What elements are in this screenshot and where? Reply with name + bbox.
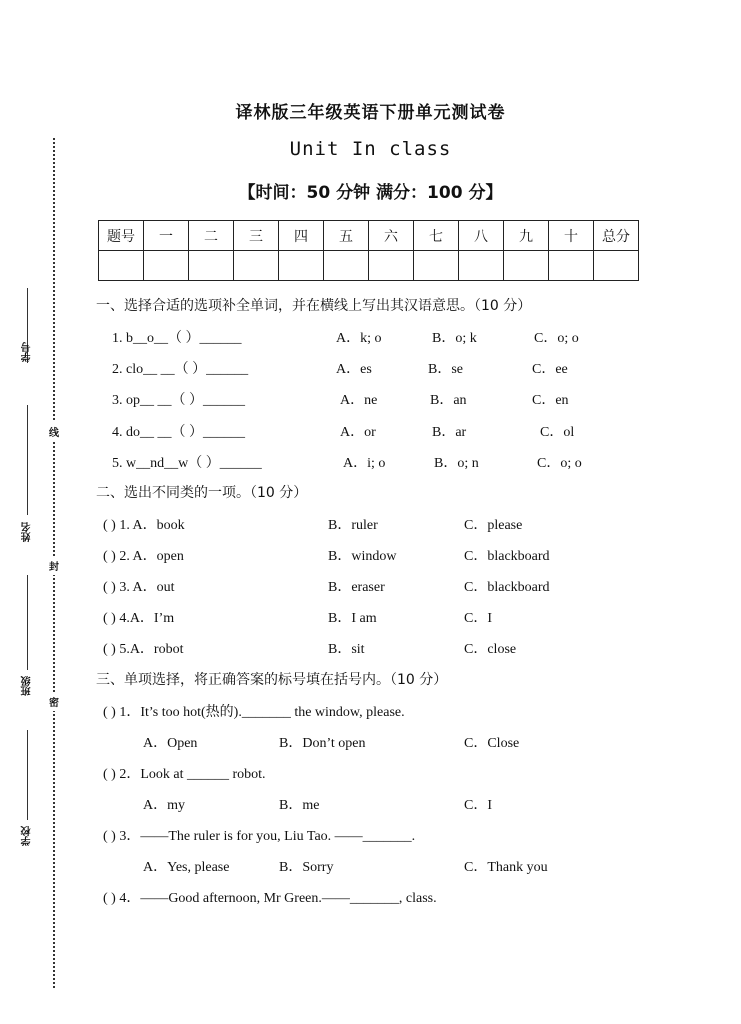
- class-label: 班级: [22, 676, 33, 696]
- s1-q4-option-c: C．ol: [540, 425, 575, 440]
- class-line[interactable]: [27, 575, 28, 670]
- s1-q4-option-a: A．or: [340, 425, 376, 440]
- s2-q3-stem[interactable]: ( ) 3. A．out: [103, 580, 175, 595]
- name-line[interactable]: [27, 405, 28, 515]
- s2-q4-option-c: C．I: [464, 611, 492, 626]
- s2-q4-option-b: B．I am: [328, 611, 377, 626]
- score-header-cell: 十: [549, 221, 594, 251]
- s3-q1-option-b: B．Don’t open: [279, 736, 366, 751]
- s3-q3-stem[interactable]: ( ) 3．——The ruler is for you, Liu Tao. ——_______.: [103, 829, 416, 844]
- s1-q3-option-c: C．en: [532, 393, 569, 408]
- s3-q4-stem[interactable]: ( ) 4．——Good afternoon, Mr Green.——_______, class.: [103, 891, 437, 906]
- s2-q4-stem[interactable]: ( ) 4.A．I’m: [103, 611, 175, 626]
- s3-q3-option-b: B．Sorry: [279, 860, 334, 875]
- s1-q1-option-b: B．o; k: [432, 331, 477, 346]
- name-label: 姓名: [22, 522, 33, 542]
- score-header-cell: 五: [324, 221, 369, 251]
- s1-q5-option-c: C．o; o: [537, 456, 582, 471]
- s1-q1-option-a: A．k; o: [336, 331, 382, 346]
- seal-char-secret: 密: [49, 692, 59, 711]
- s3-q1-option-c: C．Close: [464, 736, 520, 751]
- time-score-line: 【时间：50 分钟 满分：100 分】: [238, 183, 503, 203]
- s1-q2-option-a: A．es: [336, 362, 372, 377]
- s1-q5-option-a: A．i; o: [343, 456, 386, 471]
- school-line[interactable]: [27, 730, 28, 820]
- page-title: 译林版三年级英语下册单元测试卷: [235, 103, 506, 123]
- s1-q3-option-b: B．an: [430, 393, 467, 408]
- score-header-cell: 四: [279, 221, 324, 251]
- score-entry-cell[interactable]: [594, 251, 639, 281]
- seal-char-line: 线: [49, 422, 59, 441]
- s3-q3-option-c: C．Thank you: [464, 860, 548, 875]
- section1-heading: 一、选择合适的选项补全单词，并在横线上写出其汉语意思。（10 分）: [96, 298, 532, 314]
- score-entry-cell[interactable]: [324, 251, 369, 281]
- s2-q5-stem[interactable]: ( ) 5.A．robot: [103, 642, 184, 657]
- score-entry-cell[interactable]: [504, 251, 549, 281]
- s1-q1-stem[interactable]: 1. b__o__（ ）______: [112, 331, 242, 346]
- s2-q3-option-b: B．eraser: [328, 580, 385, 595]
- score-entry-cell[interactable]: [459, 251, 504, 281]
- s3-q2-option-c: C．I: [464, 798, 492, 813]
- unit-title: Unit In class: [289, 138, 452, 160]
- s3-q2-stem[interactable]: ( ) 2．Look at ______ robot.: [103, 767, 266, 782]
- score-entry-cell[interactable]: [369, 251, 414, 281]
- score-entry-cell[interactable]: [414, 251, 459, 281]
- seal-char-seal: 封: [49, 556, 59, 575]
- s2-q2-option-c: C．blackboard: [464, 549, 550, 564]
- s1-q5-option-b: B．o; n: [434, 456, 479, 471]
- s2-q3-option-c: C．blackboard: [464, 580, 550, 595]
- s2-q5-option-c: C．close: [464, 642, 517, 657]
- s2-q1-stem[interactable]: ( ) 1. A．book: [103, 518, 185, 533]
- s2-q2-option-b: B．window: [328, 549, 397, 564]
- s2-q1-option-b: B．ruler: [328, 518, 378, 533]
- s1-q3-stem[interactable]: 3. op__ __（ ）______: [112, 393, 245, 408]
- s1-q3-option-a: A．ne: [340, 393, 378, 408]
- s3-q3-option-a: A．Yes, please: [143, 860, 230, 875]
- score-entry-cell[interactable]: [279, 251, 324, 281]
- s1-q2-option-b: B．se: [428, 362, 463, 377]
- s3-q1-option-a: A．Open: [143, 736, 198, 751]
- score-entry-cell[interactable]: [549, 251, 594, 281]
- s1-q1-option-c: C．o; o: [534, 331, 579, 346]
- score-entry-cell[interactable]: [99, 251, 144, 281]
- s3-q2-option-a: A．my: [143, 798, 185, 813]
- student-id-label: 学号: [22, 342, 33, 362]
- s1-q5-stem[interactable]: 5. w__nd__w（ ）______: [112, 456, 262, 471]
- s1-q4-stem[interactable]: 4. do__ __（ ）______: [112, 425, 245, 440]
- s3-q1-stem[interactable]: ( ) 1．It’s too hot(热的)._______ the window, please.: [103, 705, 405, 720]
- section3-heading: 三、单项选择，将正确答案的标号填在括号内。（10 分）: [96, 672, 448, 688]
- s3-q2-option-b: B．me: [279, 798, 320, 813]
- score-header-cell: 八: [459, 221, 504, 251]
- score-header-cell: 二: [189, 221, 234, 251]
- score-entry-cell[interactable]: [144, 251, 189, 281]
- score-header-cell: 总分: [594, 221, 639, 251]
- s2-q2-stem[interactable]: ( ) 2. A．open: [103, 549, 184, 564]
- score-entry-cell[interactable]: [189, 251, 234, 281]
- score-header-cell: 三: [234, 221, 279, 251]
- s1-q2-option-c: C．ee: [532, 362, 568, 377]
- s1-q2-stem[interactable]: 2. clo__ __（ ）______: [112, 362, 249, 377]
- score-table: [98, 220, 639, 281]
- score-header-cell: 一: [144, 221, 189, 251]
- s1-q4-option-b: B．ar: [432, 425, 467, 440]
- score-header-cell: 六: [369, 221, 414, 251]
- score-header-cell: 七: [414, 221, 459, 251]
- section2-heading: 二、选出不同类的一项。（10 分）: [96, 485, 308, 501]
- score-table-entry-row: [99, 251, 639, 281]
- s2-q5-option-b: B．sit: [328, 642, 365, 657]
- school-label: 学校: [22, 826, 33, 846]
- score-header-cell: 九: [504, 221, 549, 251]
- s2-q1-option-c: C．please: [464, 518, 523, 533]
- score-header-cell: 题号: [99, 221, 144, 251]
- score-entry-cell[interactable]: [234, 251, 279, 281]
- score-table-header-row: [99, 221, 639, 251]
